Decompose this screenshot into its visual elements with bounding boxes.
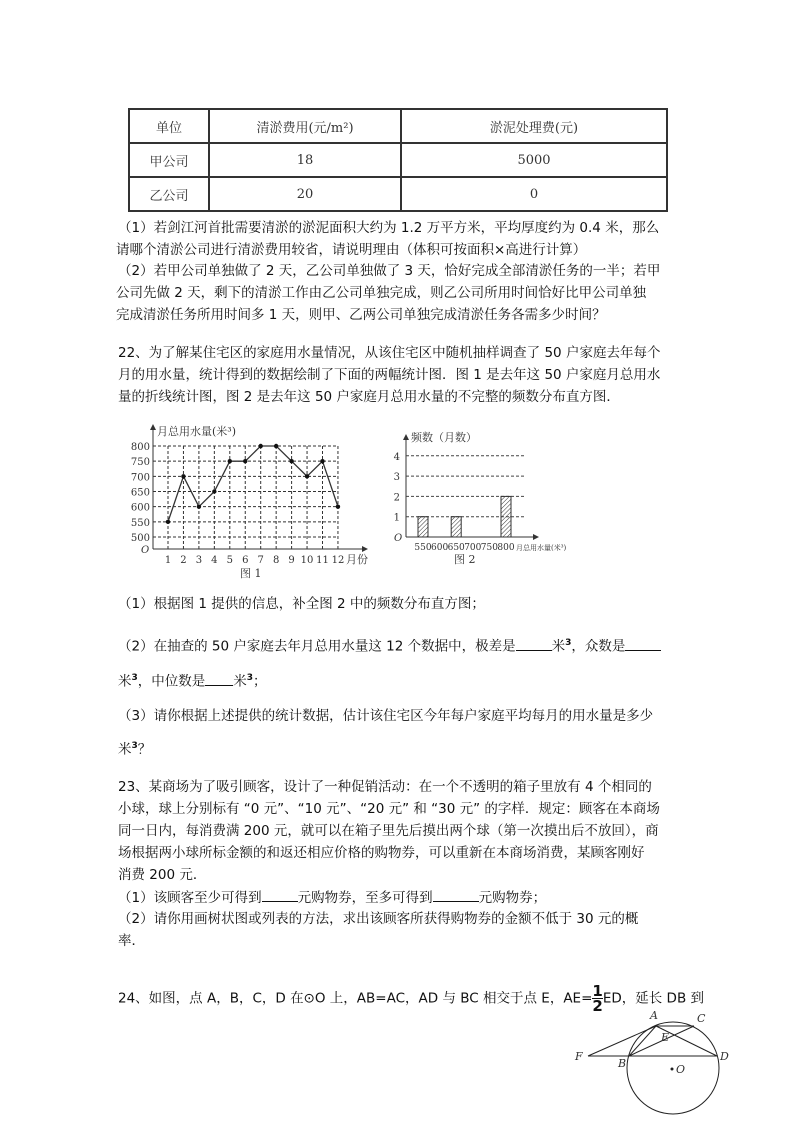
x-tick-label: 2 <box>180 555 187 566</box>
histogram-bar <box>501 496 511 537</box>
denominator: 2 <box>592 997 603 1015</box>
text: 元购物券； <box>478 890 547 906</box>
histogram-bar <box>418 517 428 537</box>
sup: 3 <box>131 673 138 683</box>
point-label-E: E <box>661 1031 670 1044</box>
q23-line: 同一日内，每消费满 200 元，就可以在箱子里先后摸出两个球（第一次摸出后不放回），商 <box>118 823 659 839</box>
sup: 3 <box>246 673 254 683</box>
data-point <box>166 520 170 524</box>
text: ？ <box>137 741 152 758</box>
y-tick-label: 650 <box>130 487 150 499</box>
x-tick-label: 9 <box>288 555 295 566</box>
data-point <box>336 504 340 508</box>
x-tick-label: 8 <box>272 555 280 566</box>
q21-line: （2）若甲公司单独做了 2 天，乙公司单独做了 3 天，恰好完成全部清淤任务的一半；若甲 <box>118 263 661 279</box>
data-point <box>228 459 232 463</box>
th: 清淤费用(元/m²) <box>209 109 401 143</box>
point-label-B: B <box>618 1057 627 1070</box>
cell: 18 <box>209 143 401 177</box>
q23-line: 小球，球上分别标有 “0 元”、“10 元”、“20 元” 和 “30 元” 的字样．规定：顾客在本商场 <box>118 801 660 817</box>
data-point <box>181 474 185 478</box>
q22-intro: 22、为了解某住宅区的家庭用水量情况，从该住宅区中随机抽样调查了 50 户家庭去年每个 <box>118 345 661 361</box>
chart1-xlabel: 月份 <box>346 553 368 566</box>
q21-line: 完成清淤任务所用时间多 1 天，则甲、乙两公司单独完成清淤任务各需多少时间？ <box>116 307 606 323</box>
point-label-C: C <box>697 1012 706 1025</box>
q23-line: 场根据两小球所标金额的和返还相应价格的购物券，可以重新在本商场消费，某顾客刚好 <box>118 845 645 861</box>
unit: 米 <box>118 673 132 690</box>
q23-part2: （2）请你用画树状图或列表的方法，求出该顾客所获得购物券的金额不低于 30 元的概 <box>118 911 639 927</box>
q22-part1: （1）根据图 1 提供的信息，补全图 2 中的频数分布直方图； <box>118 596 485 612</box>
y-tick-label: 500 <box>130 533 150 544</box>
unit: 米 <box>233 673 247 690</box>
answer-blank[interactable] <box>625 636 661 651</box>
x-tick-label: 10 <box>300 555 314 566</box>
cell: 甲公司 <box>129 143 209 177</box>
data-point <box>243 459 247 463</box>
x-tick-label: 5 <box>226 555 233 566</box>
y-tick-label: 800 <box>130 442 150 454</box>
unit: 米 <box>551 638 566 655</box>
x-tick-label: 12 <box>331 555 345 566</box>
y-tick-label: 1 <box>393 512 400 524</box>
data-point <box>274 444 278 448</box>
x-tick-label: 6 <box>242 555 249 566</box>
numerator: 1 <box>592 982 603 1000</box>
y-tick-label: 4 <box>393 451 400 463</box>
unit: 米 <box>118 741 132 758</box>
y-tick-label: 2 <box>393 492 400 504</box>
y-tick-label: 550 <box>130 517 150 529</box>
text: 24、如图，点 A，B，C，D 在⊙O 上，AB=AC，AD 与 BC 相交于点 E，AE= <box>118 990 593 1007</box>
q21-line: 请哪个清淤公司进行清淤费用较省，请说明理由（体积可按面积×高进行计算） <box>116 242 587 258</box>
q23-line: 23、某商场为了吸引顾客，设计了一种促销活动：在一个不透明的箱子里放有 4 个相同的 <box>118 779 652 795</box>
histogram-bar <box>451 517 461 537</box>
q23-line: 消费 200 元． <box>118 867 207 883</box>
cell: 5000 <box>401 143 667 177</box>
text: 元购物券，至多可得到 <box>297 890 433 906</box>
q22-part2 <box>118 633 661 657</box>
q22-part3: （3）请你根据上述提供的统计数据，估计该住宅区今年每户家庭平均每月的用水量是多少 <box>118 708 654 724</box>
text: （1）该顾客至少可得到 <box>118 890 262 906</box>
data-point <box>212 489 216 493</box>
x-tick-label: 550 <box>414 543 432 553</box>
x-tick-label: 11 <box>316 555 329 566</box>
sup: 3 <box>131 741 138 751</box>
q22-part3-cont <box>118 736 151 760</box>
geometry-figure <box>560 975 740 1123</box>
x-tick-label: 7 <box>257 555 264 566</box>
data-point <box>289 459 293 463</box>
cell: 0 <box>401 177 667 211</box>
q21-line: （1）若剑江河首批需要清淤的淤泥面积大约为 1.2 万平方米，平均厚度约为 0.4 米，那么 <box>118 220 660 236</box>
x-tick-label: 700 <box>464 543 482 553</box>
sup: 3 <box>565 638 572 648</box>
y-tick-label: 600 <box>130 502 150 514</box>
chart2-caption: 图 2 <box>454 553 476 566</box>
x-arrow <box>533 534 539 540</box>
th: 淤泥处理费(元) <box>401 109 667 143</box>
cell: 乙公司 <box>129 177 209 211</box>
answer-blank[interactable] <box>205 671 233 686</box>
y-arrow <box>150 424 156 430</box>
cell: 20 <box>209 177 401 211</box>
y-tick-label: 700 <box>130 472 150 484</box>
text: ，中位数是 <box>137 673 206 690</box>
x-arrow <box>362 546 368 552</box>
y-tick-label: 3 <box>393 472 400 484</box>
chart2-xlabel: 月总用水量(米³) <box>516 544 567 552</box>
chart2-title: 频数（月数） <box>411 431 477 444</box>
x-tick-label: 4 <box>211 555 218 566</box>
answer-blank[interactable] <box>433 887 479 902</box>
q23-part2: 率． <box>118 933 145 949</box>
origin-label: O <box>141 545 150 556</box>
x-tick-label: 1 <box>164 555 172 566</box>
chart1-title: 月总用水量(米³) <box>157 425 236 438</box>
point-label-O: O <box>676 1063 686 1076</box>
text: ； <box>253 673 267 690</box>
th: 单位 <box>129 109 209 143</box>
chart1-caption: 图 1 <box>240 567 262 580</box>
q21-line: 公司先做 2 天，剩下的清淤工作由乙公司单独完成，则乙公司所用时间恰好比甲公司单独 <box>116 285 647 301</box>
series-line <box>168 446 338 522</box>
data-point <box>259 444 263 448</box>
q22-part2-cont <box>118 668 267 692</box>
point-label-A: A <box>650 1009 658 1022</box>
data-point <box>197 504 201 508</box>
q23-part1 <box>118 887 546 908</box>
point-label-D: D <box>720 1050 729 1063</box>
x-tick-label: 750 <box>480 543 498 553</box>
y-arrow <box>403 434 409 440</box>
text: （2）在抽查的 50 户家庭去年月总用水量这 12 个数据中，极差是 <box>118 638 516 655</box>
data-point <box>320 459 324 463</box>
x-tick-label: 600 <box>431 543 449 553</box>
y-tick-label: 750 <box>130 457 150 469</box>
x-tick-label: 800 <box>497 543 515 553</box>
answer-blank[interactable] <box>516 636 552 651</box>
x-tick-label: 3 <box>195 555 203 566</box>
point-label-F: F <box>575 1050 583 1063</box>
answer-blank[interactable] <box>262 887 298 902</box>
origin-label: O <box>394 533 403 544</box>
data-point <box>305 474 309 478</box>
q22-intro: 量的折线统计图，图 2 是去年这 50 户家庭月总用水量的不完整的频数分布直方图． <box>118 389 620 405</box>
text: ED，延长 DB 到 <box>602 990 705 1007</box>
text: ，众数是 <box>571 638 626 655</box>
x-tick-label: 650 <box>447 543 465 553</box>
q22-intro: 月的用水量，统计得到的数据绘制了下面的两幅统计图．图 1 是去年这 50 户家庭月总用水 <box>118 367 661 383</box>
